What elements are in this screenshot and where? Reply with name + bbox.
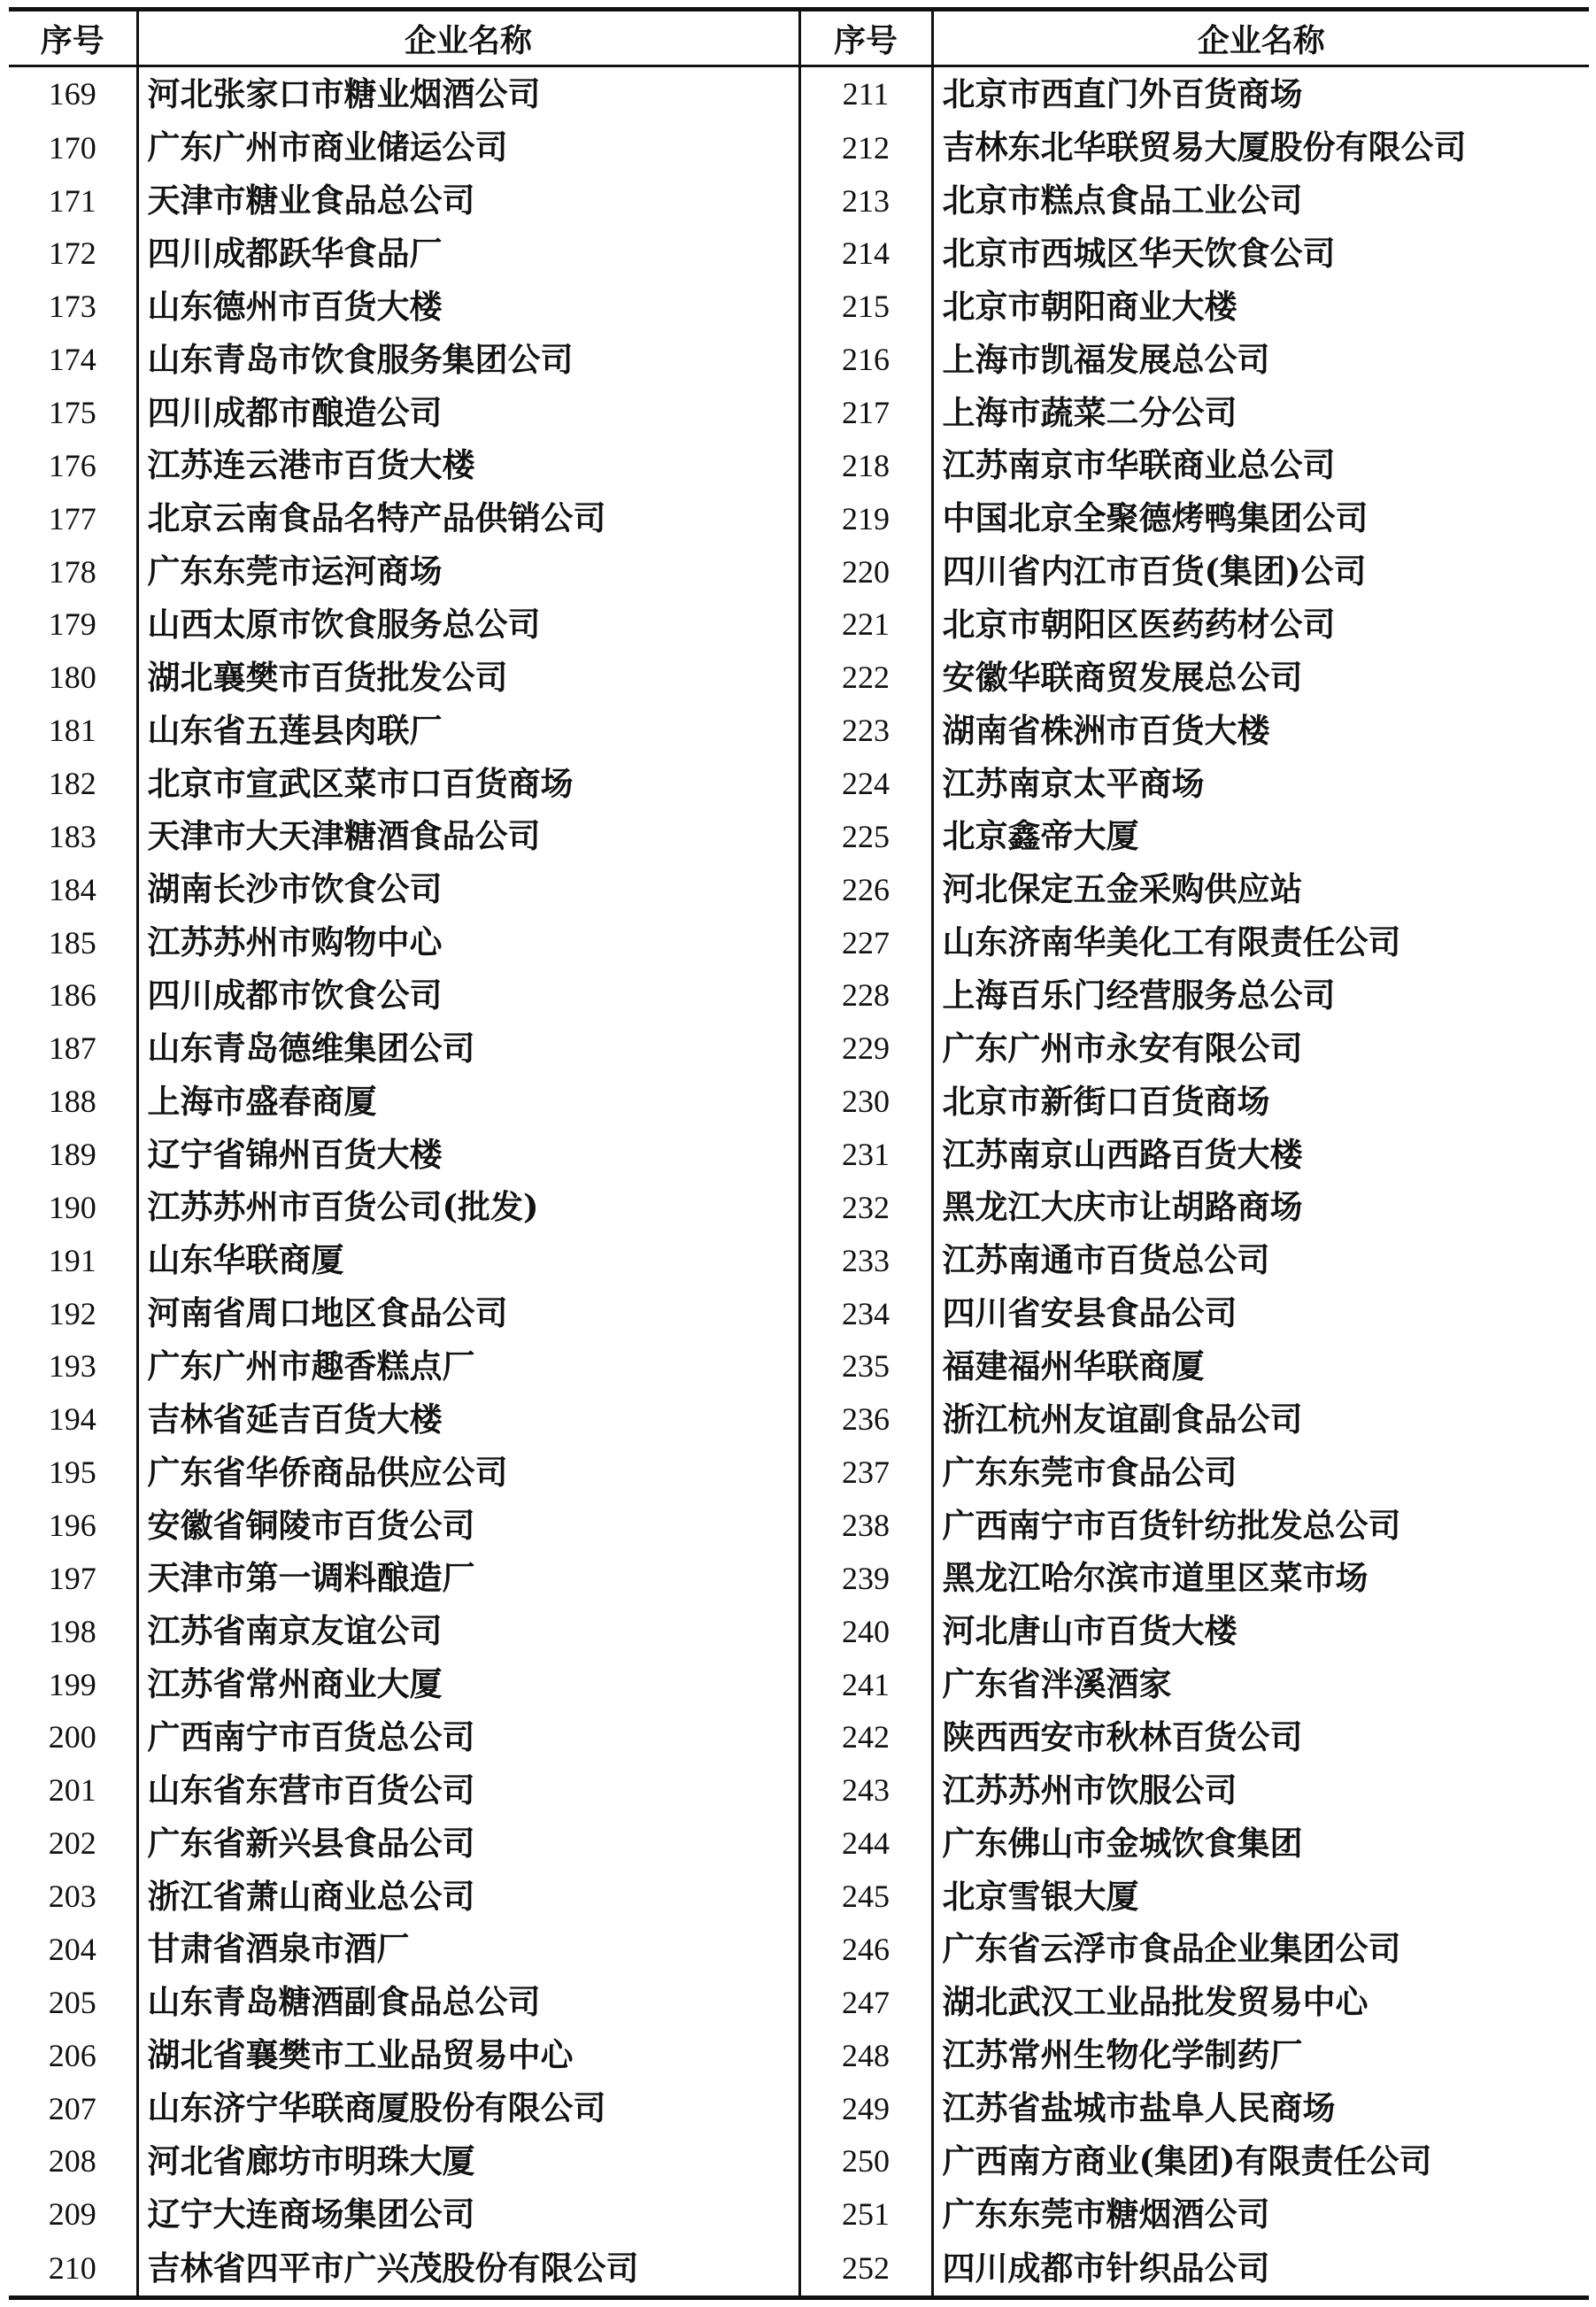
left-number-cell: 186 [48,977,96,1014]
table-row [9,1658,1589,1711]
table-row [9,228,1589,281]
right-number-cell: 237 [799,1446,932,1499]
table-row [9,1976,1589,2029]
right-name-cell: 北京市西直门外百货商场 [932,66,1589,121]
left-name-cell: 四川成都市饮食公司 [137,969,799,1022]
table-row [9,1711,1589,1764]
left-name-cell: 山东青岛糖酒副食品总公司 [137,1976,799,2029]
right-number-cell: 225 [799,810,932,863]
right-number-cell: 231 [799,1128,932,1181]
left-number-cell: 185 [48,924,96,961]
right-name-cell: 四川成都市针织品公司 [932,2241,1589,2297]
table-row [9,1181,1589,1234]
right-number-cell: 235 [799,1340,932,1393]
right-name-cell: 江苏省盐城市盐阜人民商场 [932,2082,1589,2135]
left-name-cell: 江苏省常州商业大厦 [137,1658,799,1711]
table-row [9,1763,1589,1817]
left-number-cell: 184 [48,871,96,907]
table-row [9,1446,1589,1499]
right-name-cell: 北京市西城区华天饮食公司 [932,228,1589,281]
right-number-cell: 227 [799,916,932,969]
left-number-cell: 175 [48,395,96,430]
left-name-cell: 天津市大天津糖酒食品公司 [137,810,799,863]
table-row [9,1128,1589,1181]
left-number-cell: 183 [48,818,96,854]
left-number-cell: 187 [48,1030,96,1067]
right-name-cell: 广西南宁市百货针纺批发总公司 [932,1499,1589,1552]
table-row [9,439,1589,492]
table-row [9,492,1589,545]
table-row [9,280,1589,333]
left-name-cell: 广东广州市商业储运公司 [137,121,799,174]
right-name-cell: 上海市凯福发展总公司 [932,333,1589,386]
table-body [9,66,1589,2298]
left-number-cell: 209 [48,2196,96,2233]
table-row [9,2187,1589,2241]
table-row [9,969,1589,1022]
header-left-number: 序号 [9,10,137,66]
right-name-cell: 河北保定五金采购供应站 [932,863,1589,916]
right-number-cell: 218 [799,439,932,492]
table-row [9,2134,1589,2187]
left-number-cell: 174 [48,342,96,378]
left-number-cell: 196 [48,1508,96,1544]
left-number-cell: 202 [48,1825,96,1862]
right-name-cell: 浙江杭州友谊副食品公司 [932,1393,1589,1446]
right-name-cell: 北京市朝阳商业大楼 [932,280,1589,333]
right-name-cell: 江苏南京山西路百货大楼 [932,1128,1589,1181]
right-number-cell: 232 [799,1181,932,1234]
right-number-cell: 246 [799,1923,932,1976]
table-row [9,2082,1589,2135]
right-name-cell: 吉林东北华联贸易大厦股份有限公司 [932,121,1589,174]
right-name-cell: 广西南方商业(集团)有限责任公司 [932,2134,1589,2187]
right-number-cell: 238 [799,1499,932,1552]
left-number-cell: 178 [48,553,96,590]
right-name-cell: 广东省泮溪酒家 [932,1658,1589,1711]
left-name-cell: 四川成都跃华食品厂 [137,228,799,281]
left-name-cell: 广东东莞市运河商场 [137,545,799,598]
right-number-cell: 229 [799,1022,932,1075]
left-number-cell: 188 [48,1084,96,1120]
right-name-cell: 江苏南京市华联商业总公司 [932,439,1589,492]
left-name-cell: 湖北省襄樊市工业品贸易中心 [137,2029,799,2082]
left-name-cell: 辽宁省锦州百货大楼 [137,1128,799,1181]
right-number-cell: 251 [799,2187,932,2241]
right-name-cell: 黑龙江大庆市让胡路商场 [932,1181,1589,1234]
left-number-cell: 172 [48,235,96,272]
table-row [9,174,1589,228]
left-number-cell: 208 [48,2143,96,2180]
table-row [9,1022,1589,1075]
left-name-cell: 山西太原市饮食服务总公司 [137,598,799,652]
left-number-cell: 169 [48,76,96,112]
right-name-cell: 江苏南京太平商场 [932,757,1589,810]
table-row [9,1340,1589,1393]
left-name-cell: 山东华联商厦 [137,1234,799,1287]
right-name-cell: 北京鑫帝大厦 [932,810,1589,863]
left-number-cell: 195 [48,1454,96,1491]
right-number-cell: 236 [799,1393,932,1446]
table-row [9,1552,1589,1605]
left-number-cell: 173 [48,289,96,325]
left-number-cell: 181 [48,713,96,749]
left-name-cell: 河南省周口地区食品公司 [137,1287,799,1340]
right-name-cell: 北京市新街口百货商场 [932,1075,1589,1128]
right-name-cell: 北京市糕点食品工业公司 [932,174,1589,228]
right-name-cell: 山东济南华美化工有限责任公司 [932,916,1589,969]
left-name-cell: 山东济宁华联商厦股份有限公司 [137,2082,799,2135]
left-number-cell: 194 [48,1401,96,1438]
left-number-cell: 200 [48,1719,96,1755]
left-name-cell: 河北张家口市糖业烟酒公司 [137,66,799,121]
left-name-cell: 吉林省延吉百货大楼 [137,1393,799,1446]
table-row [9,2029,1589,2082]
enterprise-table [9,7,1589,2300]
left-number-cell: 204 [48,1931,96,1967]
left-number-cell: 210 [48,2250,96,2287]
left-name-cell: 河北省廊坊市明珠大厦 [137,2134,799,2187]
right-number-cell: 249 [799,2082,932,2135]
right-number-cell: 221 [799,598,932,652]
left-number-cell: 203 [48,1879,96,1915]
left-name-cell: 湖北襄樊市百货批发公司 [137,651,799,704]
right-number-cell: 230 [799,1075,932,1128]
header-left-name: 企业名称 [137,10,799,66]
right-name-cell: 江苏苏州市饮服公司 [932,1763,1589,1817]
table-row [9,1817,1589,1870]
right-name-cell: 黑龙江哈尔滨市道里区菜市场 [932,1552,1589,1605]
table-row [9,1075,1589,1128]
right-number-cell: 239 [799,1552,932,1605]
table-row [9,1393,1589,1446]
left-name-cell: 天津市糖业食品总公司 [137,174,799,228]
table-row [9,333,1589,386]
right-number-cell: 244 [799,1817,932,1870]
right-name-cell: 河北唐山市百货大楼 [932,1605,1589,1658]
left-name-cell: 北京市宣武区菜市口百货商场 [137,757,799,810]
right-number-cell: 248 [799,2029,932,2082]
left-name-cell: 山东德州市百货大楼 [137,280,799,333]
right-name-cell: 湖南省株洲市百货大楼 [932,704,1589,757]
table-row [9,810,1589,863]
left-number-cell: 190 [48,1189,96,1225]
left-name-cell: 安徽省铜陵市百货公司 [137,1499,799,1552]
right-number-cell: 234 [799,1287,932,1340]
right-number-cell: 214 [799,228,932,281]
left-number-cell: 199 [48,1666,96,1702]
right-name-cell: 广东广州市永安有限公司 [932,1022,1589,1075]
right-name-cell: 广东佛山市金城饮食集团 [932,1817,1589,1870]
right-number-cell: 240 [799,1605,932,1658]
left-name-cell: 广东广州市趣香糕点厂 [137,1340,799,1393]
right-number-cell: 222 [799,651,932,704]
right-name-cell: 安徽华联商贸发展总公司 [932,651,1589,704]
right-name-cell: 湖北武汉工业品批发贸易中心 [932,1976,1589,2029]
right-number-cell: 219 [799,492,932,545]
left-number-cell: 206 [48,2037,96,2073]
right-number-cell: 215 [799,280,932,333]
table-row [9,121,1589,174]
table-row [9,2241,1589,2297]
right-number-cell: 223 [799,704,932,757]
right-name-cell: 北京市朝阳区医药药材公司 [932,598,1589,652]
table-row [9,1923,1589,1976]
right-number-cell: 242 [799,1711,932,1764]
left-number-cell: 205 [48,1984,96,2020]
left-name-cell: 山东省东营市百货公司 [137,1763,799,1817]
table-row [9,1499,1589,1552]
right-name-cell: 广东省云浮市食品企业集团公司 [932,1923,1589,1976]
right-name-cell: 上海百乐门经营服务总公司 [932,969,1589,1022]
right-name-cell: 广东东莞市糖烟酒公司 [932,2187,1589,2241]
left-name-cell: 吉林省四平市广兴茂股份有限公司 [137,2241,799,2297]
left-number-cell: 201 [48,1772,96,1809]
table-row [9,1287,1589,1340]
left-number-cell: 177 [48,500,96,536]
right-number-cell: 211 [799,66,932,121]
right-number-cell: 224 [799,757,932,810]
left-name-cell: 山东省五莲县肉联厂 [137,704,799,757]
left-number-cell: 182 [48,766,96,802]
right-name-cell: 上海市蔬菜二分公司 [932,386,1589,439]
table-row [9,598,1589,652]
table-row [9,66,1589,121]
left-name-cell: 广东省新兴县食品公司 [137,1817,799,1870]
left-name-cell: 山东青岛德维集团公司 [137,1022,799,1075]
right-name-cell: 江苏南通市百货总公司 [932,1234,1589,1287]
header-right-number: 序号 [799,10,932,66]
right-number-cell: 217 [799,386,932,439]
table-row [9,386,1589,439]
document-page [9,7,1589,2300]
table-row [9,704,1589,757]
table-row [9,1870,1589,1923]
right-name-cell: 中国北京全聚德烤鸭集团公司 [932,492,1589,545]
right-number-cell: 233 [799,1234,932,1287]
left-number-cell: 207 [48,2090,96,2126]
right-number-cell: 245 [799,1870,932,1923]
left-number-cell: 198 [48,1613,96,1649]
right-name-cell: 四川省内江市百货(集团)公司 [932,545,1589,598]
left-number-cell: 170 [48,129,96,166]
right-name-cell: 江苏常州生物化学制药厂 [932,2029,1589,2082]
left-number-cell: 180 [48,660,96,696]
left-number-cell: 189 [48,1137,96,1173]
left-name-cell: 江苏苏州市购物中心 [137,916,799,969]
table-row [9,651,1589,704]
right-name-cell: 广东东莞市食品公司 [932,1446,1589,1499]
left-name-cell: 江苏连云港市百货大楼 [137,439,799,492]
left-number-cell: 197 [48,1560,96,1596]
left-name-cell: 湖南长沙市饮食公司 [137,863,799,916]
right-number-cell: 216 [799,333,932,386]
left-number-cell: 171 [48,182,96,219]
right-number-cell: 247 [799,1976,932,2029]
table-row [9,757,1589,810]
right-number-cell: 226 [799,863,932,916]
right-name-cell: 陕西西安市秋林百货公司 [932,1711,1589,1764]
left-name-cell: 江苏省南京友谊公司 [137,1605,799,1658]
right-number-cell: 252 [799,2241,932,2297]
left-name-cell: 甘肃省酒泉市酒厂 [137,1923,799,1976]
right-number-cell: 220 [799,545,932,598]
left-number-cell: 191 [48,1242,96,1278]
right-number-cell: 243 [799,1763,932,1817]
table-row [9,1234,1589,1287]
left-name-cell: 山东青岛市饮食服务集团公司 [137,333,799,386]
table-row [9,1605,1589,1658]
table-row [9,863,1589,916]
left-name-cell: 浙江省萧山商业总公司 [137,1870,799,1923]
right-number-cell: 228 [799,969,932,1022]
left-number-cell: 179 [48,606,96,643]
left-name-cell: 天津市第一调料酿造厂 [137,1552,799,1605]
left-name-cell: 辽宁大连商场集团公司 [137,2187,799,2241]
table-row [9,545,1589,598]
right-name-cell: 福建福州华联商厦 [932,1340,1589,1393]
right-number-cell: 241 [799,1658,932,1711]
left-name-cell: 四川成都市酿造公司 [137,386,799,439]
right-name-cell: 北京雪银大厦 [932,1870,1589,1923]
left-name-cell: 江苏苏州市百货公司(批发) [137,1181,799,1234]
left-name-cell: 上海市盛春商厦 [137,1075,799,1128]
left-name-cell: 北京云南食品名特产品供销公司 [137,492,799,545]
left-number-cell: 193 [48,1348,96,1385]
right-name-cell: 四川省安县食品公司 [932,1287,1589,1340]
header-right-name: 企业名称 [932,10,1589,66]
right-number-cell: 213 [799,174,932,228]
left-number-cell: 192 [48,1295,96,1331]
left-number-cell: 176 [48,447,96,483]
left-name-cell: 广东省华侨商品供应公司 [137,1446,799,1499]
table-header-row [9,10,1589,66]
table-row [9,916,1589,969]
right-number-cell: 250 [799,2134,932,2187]
right-number-cell: 212 [799,121,932,174]
left-name-cell: 广西南宁市百货总公司 [137,1711,799,1764]
